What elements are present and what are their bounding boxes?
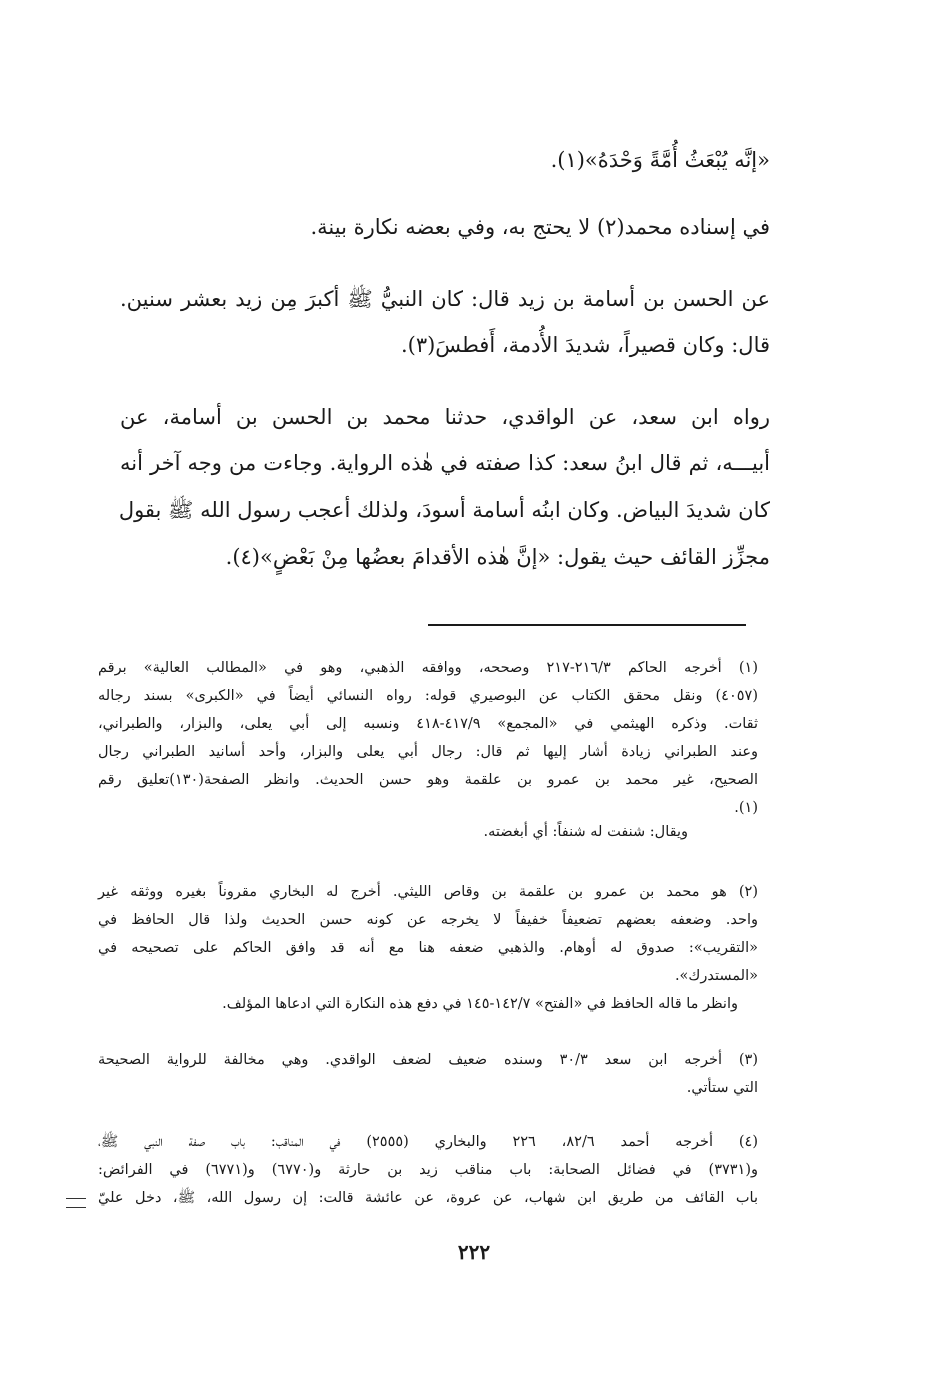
footnote-3-line: (٣) أخرجه ابن سعد ٣٠/٣ وسنده ضعيف لضعف الواقدي. وهي مخالفة للرواية الصحيحة	[98, 1052, 758, 1068]
footnote-1-line: (٤٠٥٧) ونقل محقق الكتاب عن البوصيري قوله: رواه النسائي أيضاً في «الكبرى» بسند رجاله	[98, 688, 758, 704]
isnad-note-line: في إسناده محمد(٢) لا يحتج به، وفي بعضه نكارة بينة.	[310, 215, 770, 239]
footnote-1-line: (١).	[734, 800, 758, 816]
continuation-mark	[66, 1198, 86, 1208]
hadith-quote-line: «إنَّه يُبْعَثُ أُمَّةً وَحْدَهُ»(١).	[550, 148, 770, 172]
footnote-2-line: واحد. وضعفه بعضهم تضعيفاً خفيفاً لا يخرجه عن كونه حسن الحديث ولذا قال الحافظ في	[98, 912, 758, 928]
paragraph-line: رواه ابن سعد، عن الواقدي، حدثنا محمد بن الحسن بن أسامة، عن	[120, 405, 770, 429]
footnote-4-line: (٤) أخرجه أحمد ٨٢/٦، ٢٢٦ والبخاري (٢٥٥٥) في المناقب: باب صفة النبي ﷺ،	[98, 1134, 758, 1150]
narration-line: قال: وكان قصيراً، شديدَ الأُدمة، أَفطسَ(٣).	[400, 333, 770, 357]
footnote-1-line: (١) أخرجه الحاكم ٢١٦/٣-٢١٧ وصححه، ووافقه الذهبي، وهو في «المطالب العالية» برقم	[98, 660, 758, 676]
paragraph-line: كان شديدَ البياض. وكان ابنُه أسامة أسودَ، ولذلك أعجب رسول الله ﷺ بقول	[118, 498, 770, 522]
footnote-4-line: و(٣٧٣١) في فضائل الصحابة: باب مناقب زيد بن حارثة و(٦٧٧٠) و(٦٧٧١) في الفرائض:	[98, 1162, 759, 1178]
footnote-1-line: ويقال: شنفت له شنفاً: أي أبغضته.	[483, 824, 688, 840]
footnote-2-line: «التقريب»: صدوق له أوهام. والذهبي ضعفه هنا مع أنه قد وافق الحاكم على تصحيحه في	[98, 940, 758, 956]
footnote-3-line: التي ستأتي.	[686, 1080, 758, 1096]
footnote-2-line: «المستدرك».	[674, 968, 758, 984]
narration-line: عن الحسن بن أسامة بن زيد قال: كان النبيُّ ﷺ أكبرَ مِن زيد بعشر سنين.	[120, 287, 770, 311]
footnote-4-line: باب القائف من طريق ابن شهاب، عن عروة، عن عائشة قالت: إن رسول الله، ﷺ، دخل عليّ	[98, 1190, 758, 1206]
footnote-separator	[428, 624, 746, 626]
footnote-1-line: الصحيح، غير محمد بن عمرو بن علقمة وهو حسن الحديث. وانظر الصفحة(١٣٠)تعليق رقم	[98, 772, 758, 788]
paragraph-line: مجزِّز القائف حيث يقول: «إنَّ هٰذه الأقدامَ بعضُها مِنْ بَعْضٍ»(٤).	[225, 545, 770, 569]
page-number: ٢٢٢	[457, 1240, 491, 1264]
footnote-2-line: وانظر ما قاله الحافظ في «الفتح» ١٤٢/٧-١٤٥ في دفع هذه النكارة التي ادعاها المؤلف.	[222, 996, 738, 1012]
paragraph-line: أبيـــه، ثم قال ابنُ سعد: كذا صفته في هٰذه الرواية. وجاءت من وجه آخر أنه	[120, 451, 770, 475]
footnote-2-line: (٢) هو محمد بن عمرو بن علقمة بن وقاص الليثي. أخرج له البخاري مقروناً بغيره ووثقه غير	[98, 884, 758, 900]
footnote-1-line: وعند الطبراني زيادة أشار إليها ثم قال: رجال أبي يعلى والبزار، وأحد أسانيد الطبراني رجال	[98, 744, 758, 760]
footnote-1-line: ثقات. وذكره الهيثمي في «المجمع» ٤١٧/٩-٤١٨ ونسبه إلى أبي يعلى، والبزار، والطبراني،	[98, 716, 759, 732]
